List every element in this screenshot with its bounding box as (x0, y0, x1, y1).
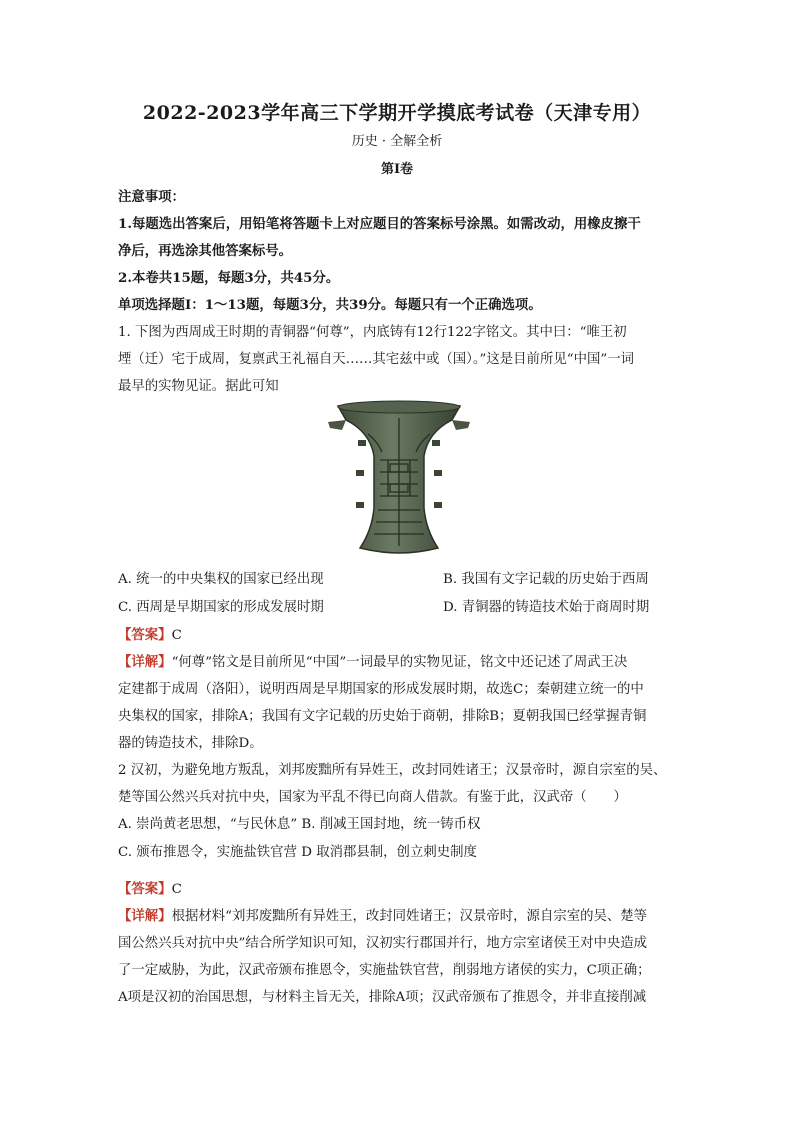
q2-explain-line-2: 国公然兴兵对抗中央”结合所学知识可知，汉初实行郡国并行，地方宗室诸侯王对中央造成 (118, 936, 648, 951)
q2-answer-label: 【答案】 (118, 881, 172, 897)
q2-answer-value: C (171, 882, 182, 897)
q1-option-c: C. 西周是早期国家的形成发展时期 (118, 600, 324, 615)
q2-explain-line-1 (118, 905, 678, 924)
q2-stem-line-1: 2 汉初，为避免地方叛乱，刘邦废黜所有异姓王，改封同姓诸王；汉景帝时，源自宗室的吴、 (118, 763, 667, 778)
q1-explain-line-3: 央集权的国家，排除A；我国有文字记载的历史始于商朝，排除B；夏朝我国已经掌握青铜 (118, 709, 647, 724)
bronze-zun-vessel-image (328, 398, 470, 558)
section-heading: 单项选择题Ⅰ：1～13题，每题3分，共39分。每题只有一个正确选项。 (118, 297, 542, 313)
q2-stem-line-2: 楚等国公然兴兵对抗中央，国家为平乱不得已向商人借款。有鉴于此，汉武帝（ ） (118, 790, 627, 805)
page-title: 2022-2023学年高三下学期开学摸底考试卷（天津专用） (142, 102, 652, 124)
q1-option-a: A. 统一的中央集权的国家已经出现 (118, 572, 324, 587)
q1-answer (118, 624, 678, 643)
q1-option-b: B. 我国有文字记载的历史始于西周 (443, 572, 649, 587)
note-2: 2.本卷共15题，每题3分，共45分。 (118, 270, 340, 286)
q2-options-cd: C. 颁布推恩令，实施盐铁官营 D 取消郡县制，创立刺史制度 (118, 845, 477, 860)
q2-explain-line-3: 了一定威胁，为此，汉武帝颁布推恩令，实施盐铁官营，削弱地方诸侯的实力，C项正确； (118, 963, 651, 978)
q1-explain-line-4: 器的铸造技术，排除D。 (118, 736, 263, 751)
q1-explain-text-1: “何尊”铭文是目前所见“中国”一词最早的实物见证，铭文中还记述了周武王决 (171, 655, 628, 670)
q2-answer (118, 878, 678, 897)
q1-explain-line-1 (118, 651, 678, 670)
q1-stem-line-2: 堙（迁）宅于成周，复禀武王礼福自天……其宅兹中或（国）。”这是目前所见“中国”一词 (118, 352, 634, 367)
q2-explain-text-1: 根据材料“刘邦废黜所有异姓王，改封同姓诸王；汉景帝时，源自宗室的吴、楚等 (171, 909, 648, 924)
q1-option-d: D. 青铜器的铸造技术始于商周时期 (443, 600, 650, 615)
q1-answer-value: C (171, 628, 182, 643)
note-1-line-2: 净后，再选涂其他答案标号。 (118, 243, 293, 259)
q1-stem-line-1: 1. 下图为西周成王时期的青铜器“何尊”，内底铸有12行122字铭文。其中曰：“唯王初 (118, 325, 627, 340)
q1-explain-line-2: 定建都于成周（洛阳），说明西周是早期国家的形成发展时期，故选C；秦朝建立统一的中 (118, 682, 644, 697)
q1-answer-label: 【答案】 (118, 627, 172, 643)
q2-options-ab: A. 崇尚黄老思想，“与民休息” B. 削减王国封地，统一铸币权 (118, 817, 481, 832)
note-1-line-1: 1.每题选出答案后，用铅笔将答题卡上对应题目的答案标号涂黑。如需改动，用橡皮擦干 (118, 216, 641, 232)
q1-explain-label: 【详解】 (118, 654, 172, 670)
notes-heading: 注意事项： (118, 189, 185, 205)
page-subtitle: 历史 · 全解全析 (351, 134, 443, 149)
volume-label: 第I卷 (380, 162, 414, 177)
q2-explain-line-4: A项是汉初的治国思想，与材料主旨无关，排除A项；汉武帝颁布了推恩令，并非直接削减 (118, 990, 647, 1005)
q1-stem-line-3: 最早的实物见证。据此可知 (118, 379, 279, 394)
q2-explain-label: 【详解】 (118, 908, 172, 924)
